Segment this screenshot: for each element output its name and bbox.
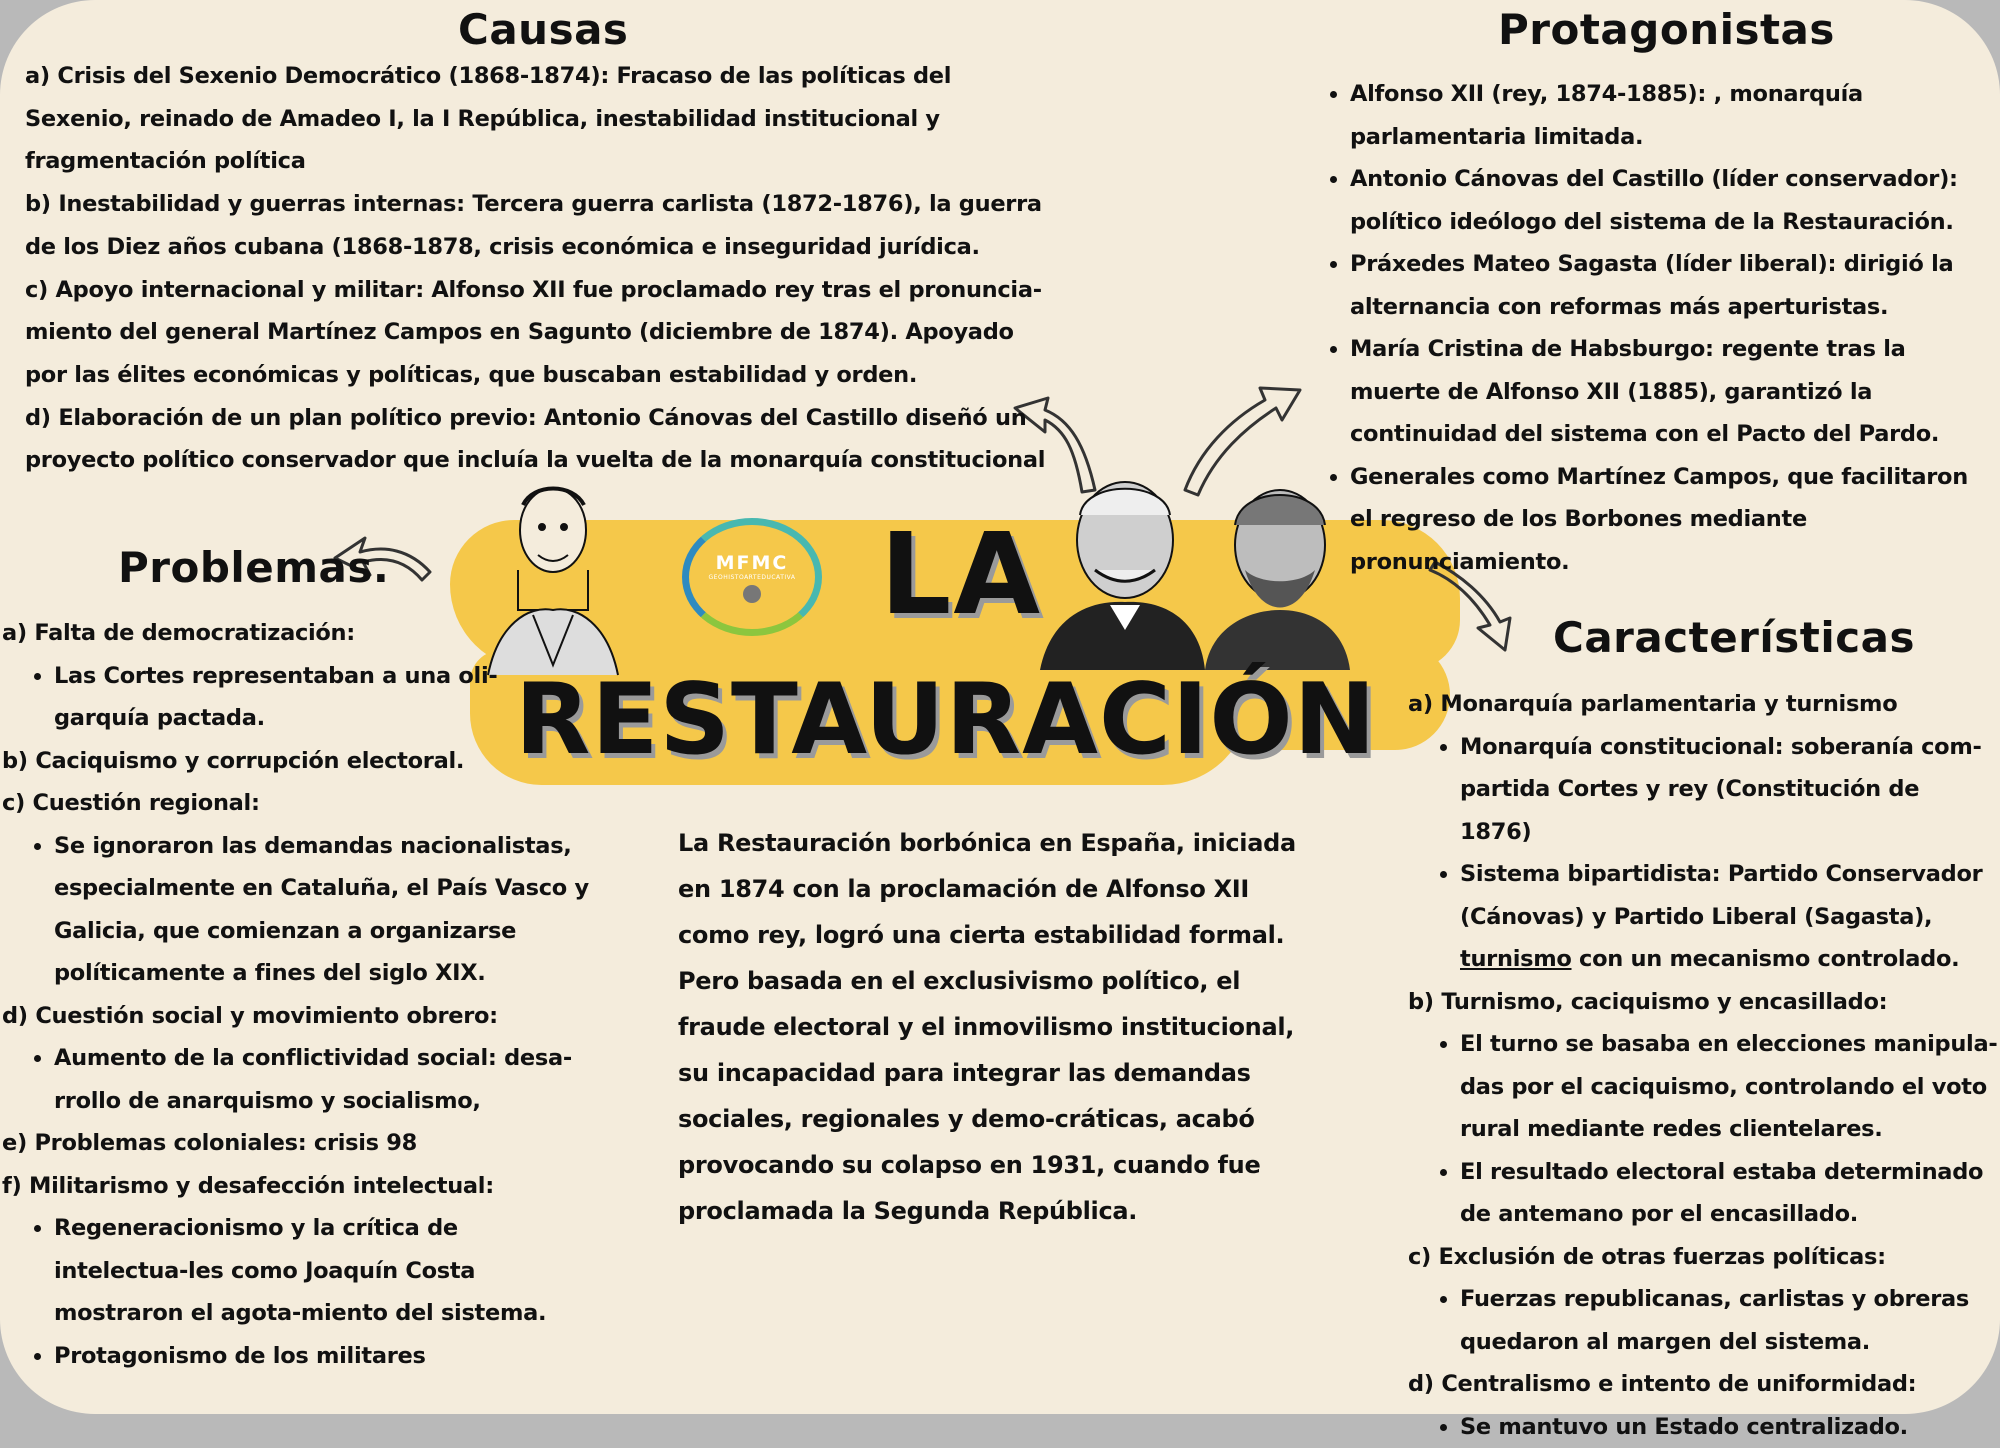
problemas-a: a) Falta de democratización: — [2, 612, 592, 655]
problemas-e: e) Problemas coloniales: crisis 98 — [2, 1122, 592, 1165]
caracteristicas-c: c) Exclusión de otras fuerzas políticas: — [1408, 1236, 1998, 1279]
problemas-a-item: • Las Cortes representaban a una oli-garquía pactada. — [54, 655, 592, 740]
caracteristicas-d-item: • Se mantuvo un Estado centralizado. — [1460, 1406, 1998, 1448]
logo-text: MFMC — [716, 552, 789, 574]
problemas-d: d) Cuestión social y movimiento obrero: — [2, 995, 592, 1038]
text-span: con un mecanismo controlado. — [1572, 946, 1960, 972]
causas-item: a) Crisis del Sexenio Democrático (1868-1874): Fracaso de las políticas del Sexenio, reinado de Amadeo I, la I República, inestabilidad institucional y fragmentación política — [25, 55, 1055, 183]
caracteristicas-a-item: • Monarquía constitucional: soberanía com-partida Cortes y rey (Constitución de 1876) — [1460, 726, 1998, 854]
problemas-f-item: • Regeneracionismo y la crítica de intelectua-les como Joaquín Costa mostraron el agota-miento del sistema. — [54, 1207, 592, 1335]
main-title-line1: LA — [880, 515, 1042, 635]
logo-figure-icon — [743, 585, 761, 603]
causas-body — [25, 55, 1055, 482]
caracteristicas-a-item — [1460, 853, 1998, 981]
caracteristicas-body — [1408, 683, 1998, 1448]
protagonistas-body — [1298, 73, 1988, 583]
protagonista-item: • María Cristina de Habsburgo: regente tras la muerte de Alfonso XII (1885), garantizó la continuidad del sistema con el Pacto del Pardo. — [1350, 328, 1988, 456]
problemas-d-item: • Aumento de la conflictividad social: desa-rrollo de anarquismo y socialismo, — [54, 1037, 592, 1122]
problemas-f: f) Militarismo y desafección intelectual: — [2, 1165, 592, 1208]
protagonista-item: • Práxedes Mateo Sagasta (líder liberal): dirigió la alternancia con reformas más aperturistas. — [1350, 243, 1988, 328]
caracteristicas-b-item: • El turno se basaba en elecciones manipula-das por el caciquismo, controlando el voto rural mediante redes clientelares. — [1460, 1023, 1998, 1151]
protagonistas-heading: Protagonistas — [1498, 2, 1835, 58]
problemas-b: b) Caciquismo y corrupción electoral. — [2, 740, 592, 783]
portrait-canovas — [1040, 470, 1205, 670]
summary-text: La Restauración borbónica en España, iniciada en 1874 con la proclamación de Alfonso XII como rey, logró una cierta estabilidad formal. Pero basada en el exclusivismo político, el fraude electoral y el inmovilismo institucional, su incapacidad para integrar las demandas sociales, regionales y demo-cráticas, acabó provocando su colapso en 1931, cuando fue proclamada la Segunda República. — [678, 820, 1328, 1234]
causas-item: d) Elaboración de un plan político previo: Antonio Cánovas del Castillo diseñó un proyecto político conservador que incluía la vuelta de la monarquía constitucional — [25, 397, 1055, 482]
causas-item: c) Apoyo internacional y militar: Alfonso XII fue proclamado rey tras el pronuncia-miento del general Martínez Campos en Sagunto (diciembre de 1874). Apoyado por las élites económicas y políticas, que buscaban estabilidad y orden. — [25, 269, 1055, 397]
turnismo-underlined: turnismo — [1460, 946, 1572, 972]
caracteristicas-b-item: • El resultado electoral estaba determinado de antemano por el encasillado. — [1460, 1151, 1998, 1236]
protagonista-item: • Antonio Cánovas del Castillo (líder conservador): político ideólogo del sistema de la Restauración. — [1350, 158, 1988, 243]
main-title-line2: RESTAURACIÓN — [515, 660, 1377, 780]
problemas-c-item: • Se ignoraron las demandas nacionalistas, especialmente en Cataluña, el País Vasco y Galicia, que comienzan a organizarse políticamente a fines del siglo XIX. — [54, 825, 592, 995]
logo-badge — [682, 518, 822, 636]
summary-paragraph — [678, 820, 1328, 1234]
caracteristicas-d: d) Centralismo e intento de uniformidad: — [1408, 1363, 1998, 1406]
problemas-c: c) Cuestión regional: — [2, 782, 592, 825]
causas-item: b) Inestabilidad y guerras internas: Tercera guerra carlista (1872-1876), la guerra de los Diez años cubana (1868-1878, crisis económica e inseguridad jurídica. — [25, 183, 1055, 268]
problemas-body — [2, 612, 592, 1377]
caracteristicas-b: b) Turnismo, caciquismo y encasillado: — [1408, 981, 1998, 1024]
problemas-heading: Problemas. — [118, 540, 389, 596]
caracteristicas-a: a) Monarquía parlamentaria y turnismo — [1408, 683, 1998, 726]
problemas-f-item: • Protagonismo de los militares — [54, 1335, 592, 1378]
logo-subtext: GEOHISTOARTEDUCATIVA — [709, 574, 796, 581]
text-span: Sistema bipartidista: Partido Conservador (Cánovas) y Partido Liberal (Sagasta), — [1460, 861, 1982, 930]
protagonista-item: • Generales como Martínez Campos, que facilitaron el regreso de los Borbones mediante pronunciamiento. — [1350, 456, 1988, 584]
caracteristicas-c-item: • Fuerzas republicanas, carlistas y obreras quedaron al margen del sistema. — [1460, 1278, 1998, 1363]
protagonista-item: • Alfonso XII (rey, 1874-1885): , monarquía parlamentaria limitada. — [1350, 73, 1988, 158]
caracteristicas-heading: Características — [1553, 610, 1915, 666]
causas-heading: Causas — [458, 2, 628, 58]
